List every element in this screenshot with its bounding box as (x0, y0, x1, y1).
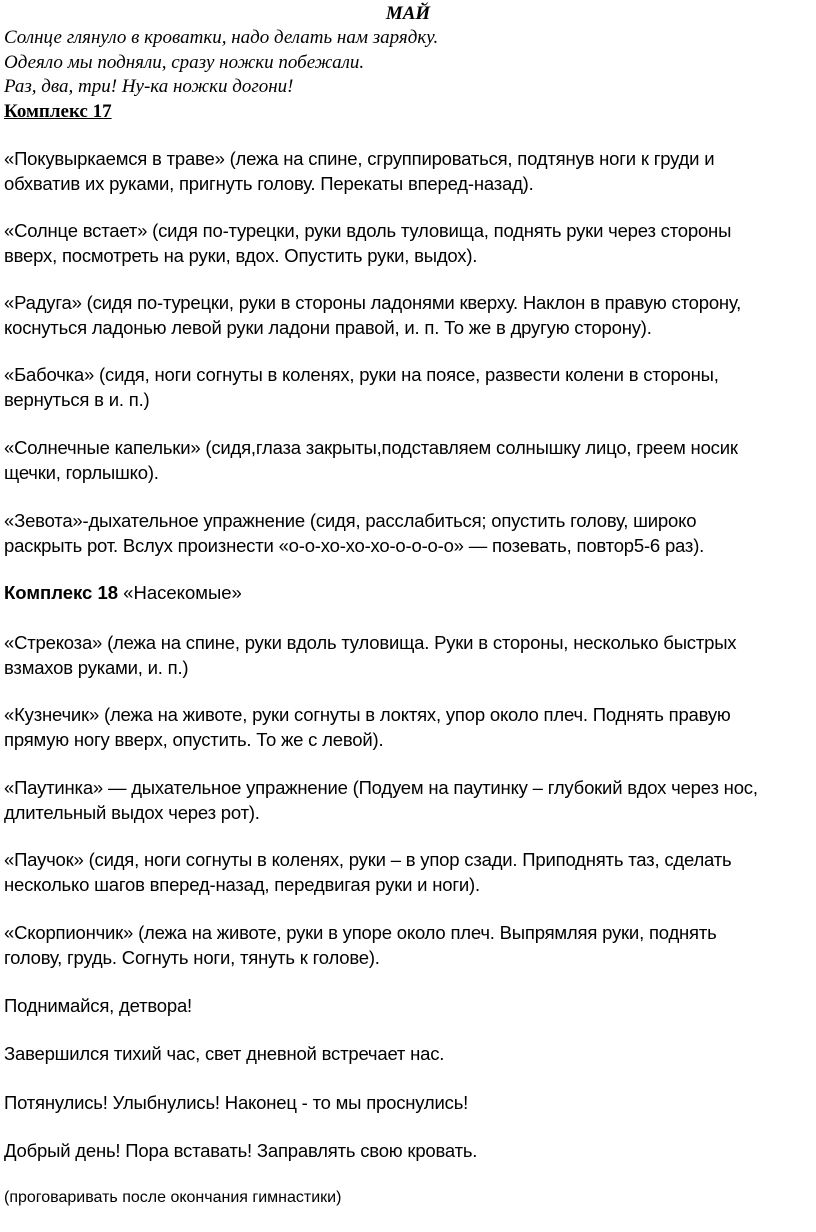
exercise-line: «Солнечные капельки» (сидя,глаза закрыты,подставляем солнышку лицо, греем носик (4, 437, 738, 458)
exercise-paragraph (4, 290, 810, 340)
exercise-paragraph (4, 218, 810, 268)
exercise-paragraph (4, 920, 810, 970)
exercise-line: «Кузнечик» (лежа на животе, руки согнуты в локтях, упор около плеч. Поднять правую (4, 704, 731, 725)
exercise-line: «Радуга» (сидя по-турецки, руки в стороны ладонями кверху. Наклон в правую сторону, (4, 292, 742, 313)
exercise-line: вверх, посмотреть на руки, вдох. Опустить руки, выдох). (4, 245, 478, 266)
exercise-line: вернуться в и. п.) (4, 389, 150, 410)
exercise-paragraph (4, 847, 810, 897)
intro-poem (4, 26, 438, 100)
exercise-line: прямую ногу вверх, опустить. То же с левой). (4, 729, 384, 750)
exercise-line: «Паучок» (сидя, ноги согнуты в коленях, руки – в упор сзади. Приподнять таз, сделать (4, 849, 732, 870)
ending-line: Поднимайся, детвора! (4, 995, 192, 1016)
exercise-line: голову, грудь. Согнуть ноги, тянуть к голове). (4, 947, 380, 968)
poem-line: Одеяло мы подняли, сразу ножки побежали. (4, 51, 365, 73)
exercise-paragraph (4, 630, 810, 680)
exercise-line: коснуться ладонью левой руки ладони правой, и. п. То же в другую сторону). (4, 317, 652, 338)
exercise-line: «Солнце встает» (сидя по-турецки, руки вдоль туловища, поднять руки через стороны (4, 220, 732, 241)
exercise-paragraph (4, 146, 810, 196)
poem-line: Солнце глянуло в кроватки, надо делать нам зарядку. (4, 27, 439, 48)
exercise-line: «Бабочка» (сидя, ноги согнуты в коленях, руки на поясе, развести колени в стороны, (4, 364, 719, 385)
exercise-line: «Паутинка» — дыхательное упражнение (Подуем на паутинку – глубокий вдох через нос, (4, 777, 758, 798)
exercise-line: обхватив их руками, пригнуть голову. Перекаты вперед-назад). (4, 173, 534, 194)
ending-line: Добрый день! Пора вставать! Заправлять свою кровать. (4, 1140, 478, 1161)
exercise-line: раскрыть рот. Вслух произнести «о-о-хо-хо-хо-о-о-о-о» — позевать, повтор5-6 раз). (4, 535, 705, 556)
poem-line: Раз, два, три! Ну-ка ножки догони! (4, 76, 294, 97)
complex-17-heading: Комплекс 17 (4, 101, 112, 122)
exercise-paragraph (4, 775, 810, 825)
complex-18-theme: «Насекомые» (118, 582, 242, 603)
exercise-paragraph (4, 508, 810, 558)
exercise-paragraph (4, 702, 810, 752)
exercise-paragraph (4, 362, 810, 412)
exercise-line: «Зевота»-дыхательное упражнение (сидя, расслабиться; опустить голову, широко (4, 510, 697, 531)
exercise-line: «Скорпиончик» (лежа на животе, руки в упоре около плеч. Выпрямляя руки, поднять (4, 922, 717, 943)
page-title: МАЙ (385, 3, 431, 24)
complex-18-heading (4, 580, 242, 605)
exercise-line: «Покувыркаемся в траве» (лежа на спине, сгруппироваться, подтянув ноги к груди и (4, 148, 715, 169)
footnote: (проговаривать после окончания гимнастики) (4, 1189, 342, 1206)
exercise-line: взмахов руками, и. п.) (4, 657, 189, 678)
exercise-line: несколько шагов вперед-назад, передвигая руки и ноги). (4, 874, 480, 895)
complex-18-number: Комплекс 18 (4, 582, 119, 603)
ending-line: Потянулись! Улыбнулись! Наконец - то мы проснулись! (4, 1092, 469, 1113)
ending-line: Завершился тихий час, свет дневной встречает нас. (4, 1043, 445, 1064)
exercise-line: щечки, горлышко). (4, 462, 159, 483)
exercise-paragraph (4, 435, 810, 485)
exercise-line: длительный выдох через рот). (4, 802, 260, 823)
exercise-line: «Стрекоза» (лежа на спине, руки вдоль туловища. Руки в стороны, несколько быстрых (4, 632, 737, 653)
